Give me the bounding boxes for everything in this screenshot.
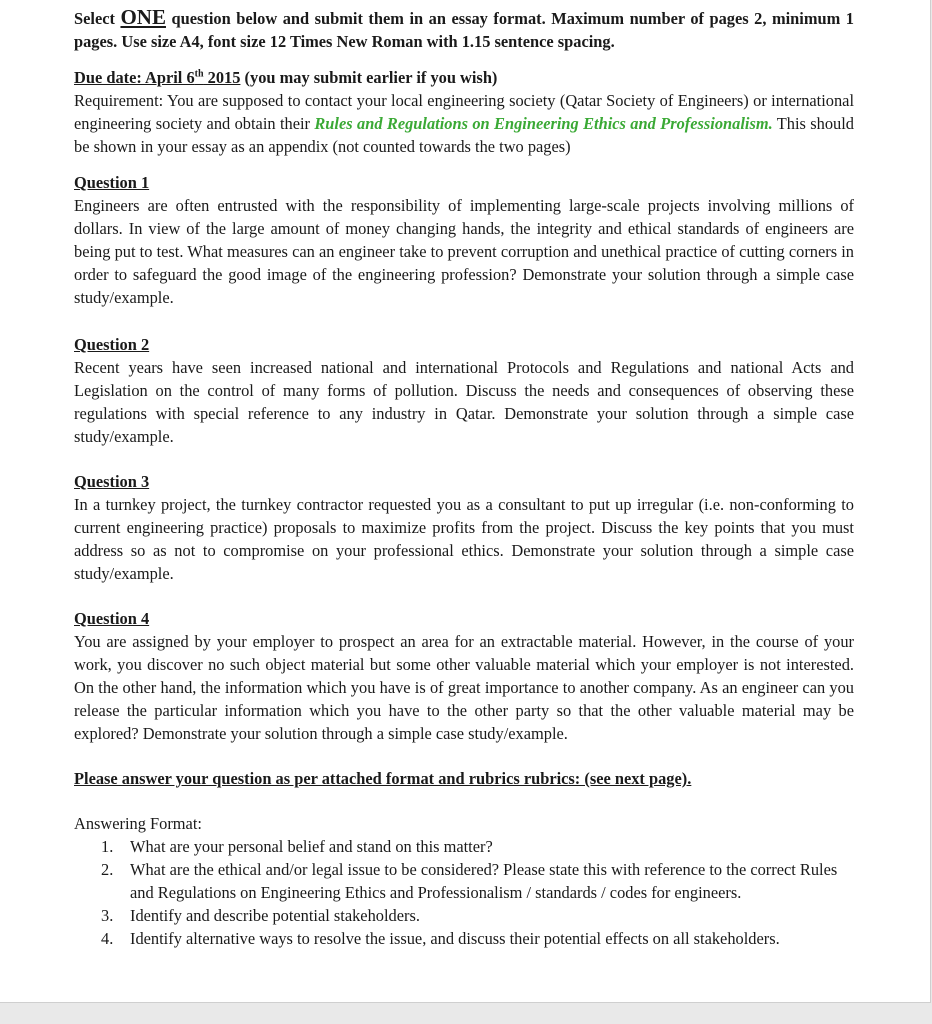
format-item-number: 2. bbox=[101, 860, 114, 879]
format-item-1 bbox=[74, 835, 854, 858]
format-item-3 bbox=[74, 904, 854, 927]
format-item-number: 1. bbox=[101, 837, 114, 856]
question-3-title: Question 3 bbox=[74, 472, 150, 491]
format-item-text: Identify alternative ways to resolve the issue, and discuss their potential effects on all stakeholders. bbox=[130, 929, 780, 948]
due-date-year: 2015 bbox=[203, 68, 241, 87]
intro-one-emphasis: ONE bbox=[120, 5, 166, 29]
requirement-text: Requirement: You are supposed to contact your local engineering society (Qatar Society of Engineers) or international engineering society and obtain their bbox=[74, 91, 854, 133]
question-4-title: Question 4 bbox=[74, 609, 150, 628]
intro-paragraph bbox=[74, 6, 854, 53]
format-item-text: What are your personal belief and stand on this matter? bbox=[130, 837, 493, 856]
question-1-text: Engineers are often entrusted with the responsibility of implementing large-scale projects involving millions of dollars. In view of the large amount of money changing hands, the integrity and ethical standards of engineers are being put to test. What measures can an engineer take to prevent corruption and unethical practice of cutting corners in order to safeguard the good image of the engineering profession? Demonstrate your solution through a simple case study/example. bbox=[74, 196, 854, 307]
answer-instruction: Please answer your question as per attached format and rubrics rubrics: (see next page). bbox=[74, 769, 692, 788]
answering-format-heading: Answering Format: bbox=[74, 814, 202, 833]
format-item-4 bbox=[74, 927, 854, 950]
document-content bbox=[74, 6, 854, 950]
format-item-text: Identify and describe potential stakeholders. bbox=[130, 906, 420, 925]
question-4-text: You are assigned by your employer to prospect an area for an extractable material. However, in the course of your work, you discover no such object material but some other valuable material which your employer is not interested. On the other hand, the information which you have is of great importance to another company. As an engineer can you release the particular information which you have to the other party so that the other valuable material may be explored? Demonstrate your solution through a simple case study/example. bbox=[74, 632, 854, 743]
format-item-number: 3. bbox=[101, 906, 114, 925]
answering-format-list bbox=[74, 835, 854, 950]
question-2-title: Question 2 bbox=[74, 335, 150, 354]
format-item-text: What are the ethical and/or legal issue to be considered? Please state this with reference to the correct Rules and Regulations on Engineering Ethics and Professionalism / standards / codes for engineers. bbox=[130, 860, 838, 902]
format-item-2 bbox=[74, 858, 854, 904]
question-3-text: In a turnkey project, the turnkey contractor requested you as a consultant to put up irregular (i.e. non-conforming to current engineering practice) proposals to maximize profits from the project. Discuss the key points that you must address so as not to compromise on your professional ethics. Demonstrate your solution through a simple case study/example. bbox=[74, 495, 854, 583]
question-2-text: Recent years have seen increased national and international Protocols and Regulations and national Acts and Legislation on the control of many forms of pollution. Discuss the needs and consequences of observing these regulations with special reference to any industry in Qatar. Demonstrate your solution through a simple case study/example. bbox=[74, 358, 854, 446]
requirement-paragraph bbox=[74, 89, 854, 158]
due-date-note: (you may submit earlier if you wish) bbox=[240, 68, 498, 87]
due-date-line bbox=[74, 66, 854, 89]
due-date-sup: th bbox=[194, 68, 204, 80]
requirement-highlight: Rules and Regulations on Engineering Ethics and Professionalism. bbox=[314, 114, 773, 133]
intro-prefix: Select bbox=[74, 9, 121, 28]
format-item-number: 4. bbox=[101, 929, 114, 948]
question-1-title: Question 1 bbox=[74, 173, 150, 192]
due-date bbox=[74, 68, 240, 87]
intro-rest: question below and submit them in an essay format. Maximum number of pages 2, minimum 1 pages. Use size A4, font size 12 Times New Roman with 1.15 sentence spacing. bbox=[74, 9, 854, 51]
requirement-after: This should be shown in your essay as an appendix (not counted towards the two pages) bbox=[74, 114, 854, 156]
due-date-label: Due date: April 6 bbox=[74, 68, 195, 87]
